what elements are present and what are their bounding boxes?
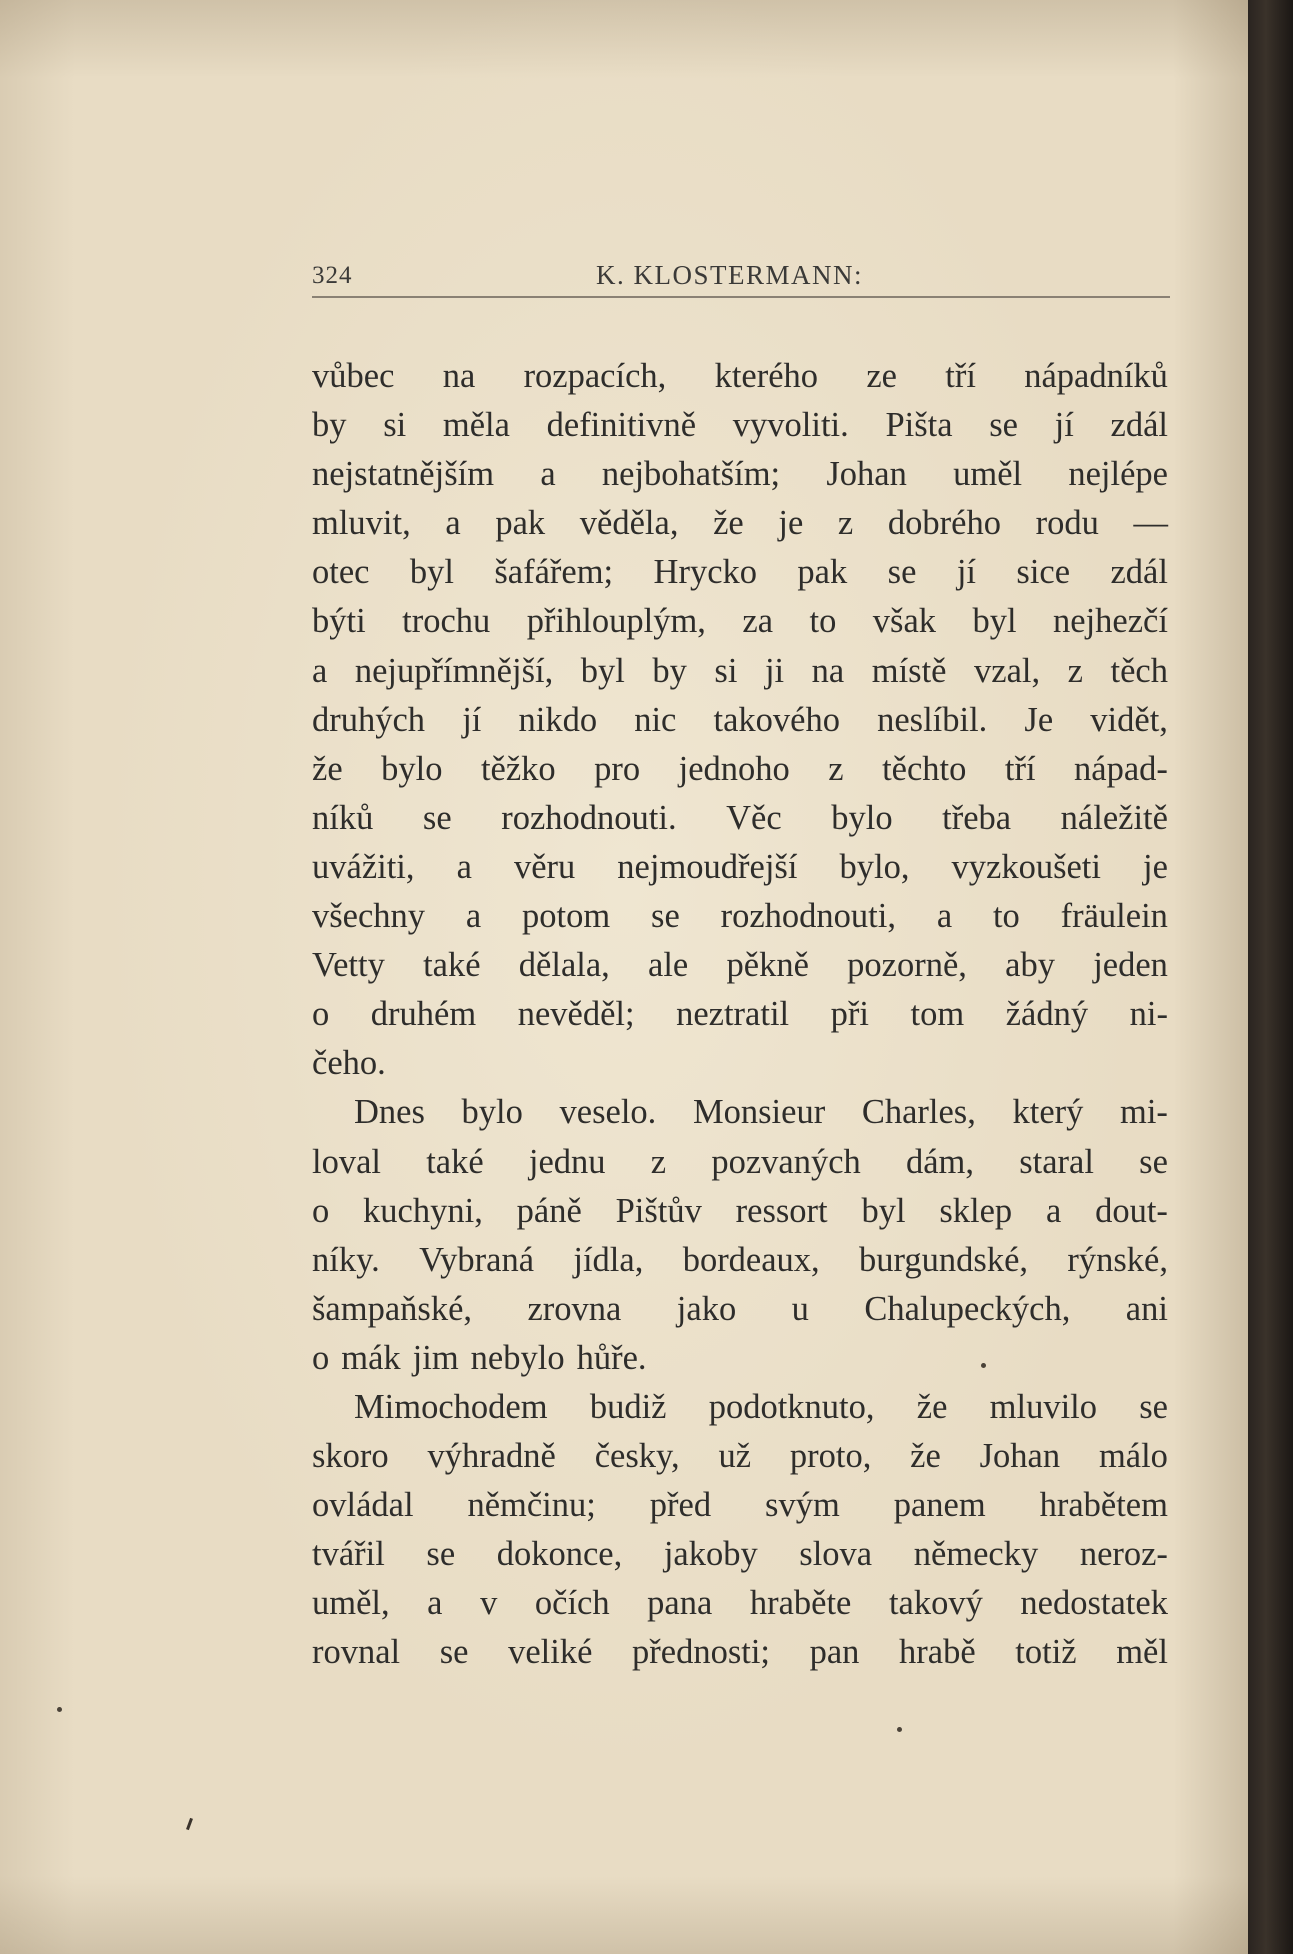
- text-line: býti trochu přihlouplým, za to však byl nejhezčí: [312, 602, 1168, 641]
- text-line: loval také jednu z pozvaných dám, staral se: [312, 1142, 1168, 1181]
- running-head: [312, 256, 1170, 298]
- text-line: níků se rozhodnouti. Věc bylo třeba náležitě: [312, 798, 1168, 837]
- text-line: otec byl šafářem; Hrycko pak se jí sice zdál: [312, 553, 1168, 592]
- text-line: a nejupřímnější, byl by si ji na místě vzal, z těch: [312, 651, 1168, 690]
- ink-mark: [186, 1818, 193, 1830]
- text-line: skoro výhradně česky, už proto, že Johan málo: [312, 1437, 1168, 1476]
- ink-speck: [57, 1707, 62, 1712]
- text-line: tvářil se dokonce, jakoby slova německy neroz-: [312, 1535, 1168, 1574]
- text-line: níky. Vybraná jídla, bordeaux, burgundské, rýnské,: [312, 1240, 1168, 1279]
- ink-speck: [981, 1363, 986, 1368]
- text-line: Mimochodem budiž podotknuto, že mluvilo se: [354, 1387, 1168, 1426]
- text-line: o kuchyni, páně Pištův ressort byl sklep a dout-: [312, 1191, 1168, 1230]
- page-number: 324: [312, 262, 353, 289]
- text-line: uměl, a v očích pana hraběte takový nedostatek: [312, 1584, 1168, 1623]
- body-text: [312, 352, 1168, 1678]
- text-line: o druhém nevěděl; neztratil při tom žádný ni-: [312, 995, 1168, 1034]
- text-line: Vetty také dělala, ale pěkně pozorně, aby jeden: [312, 946, 1168, 985]
- text-line: vůbec na rozpacích, kterého ze tří nápadníků: [312, 357, 1168, 395]
- text-line: o mák jim nebylo hůře.: [312, 1338, 647, 1377]
- book-spine-edge: [1248, 0, 1293, 1954]
- text-line: všechny a potom se rozhodnouti, a to fräulein: [312, 897, 1168, 936]
- ink-speck: [897, 1727, 902, 1732]
- text-line: druhých jí nikdo nic takového neslíbil. Je vidět,: [312, 700, 1168, 739]
- text-line: šampaňské, zrovna jako u Chalupeckých, ani: [312, 1289, 1168, 1328]
- text-line: uvážiti, a věru nejmoudřejší bylo, vyzkoušeti je: [312, 847, 1168, 886]
- text-line: by si měla definitivně vyvoliti. Pišta se jí zdál: [312, 406, 1168, 445]
- text-line: čeho.: [312, 1044, 386, 1083]
- text-line: Dnes bylo veselo. Monsieur Charles, který mi-: [354, 1093, 1168, 1132]
- text-line: mluvit, a pak věděla, že je z dobrého rodu —: [312, 504, 1168, 543]
- text-line: ovládal němčinu; před svým panem hrabětem: [312, 1486, 1168, 1525]
- running-head-author: K. KLOSTERMANN:: [596, 260, 864, 290]
- text-line: nejstatnějším a nejbohatším; Johan uměl nejlépe: [312, 455, 1168, 494]
- text-line: že bylo těžko pro jednoho z těchto tří nápad-: [312, 749, 1168, 788]
- text-line: rovnal se veliké přednosti; pan hrabě totiž měl: [312, 1633, 1168, 1672]
